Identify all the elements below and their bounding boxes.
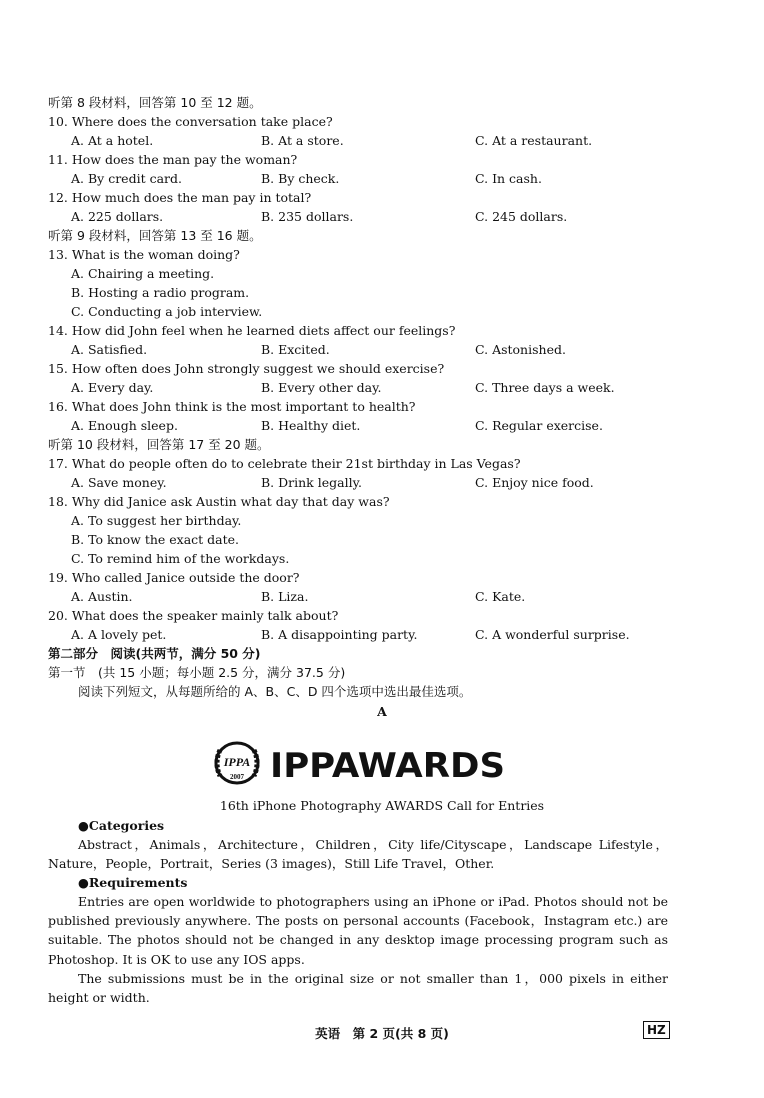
option-11b: B. By check. bbox=[261, 171, 340, 186]
requirements-heading: ●Requirements bbox=[78, 875, 188, 890]
option-14c: C. Astonished. bbox=[475, 342, 566, 357]
option-20a: A. A lovely pet. bbox=[71, 627, 167, 642]
option-12b: B. 235 dollars. bbox=[261, 209, 354, 224]
svg-text:IPPAWARDS: IPPAWARDS bbox=[270, 746, 505, 786]
option-20c: C. A wonderful surprise. bbox=[475, 627, 630, 642]
option-12a: A. 225 dollars. bbox=[71, 209, 164, 224]
option-17c: C. Enjoy nice food. bbox=[475, 475, 594, 490]
option-19b: B. Liza. bbox=[261, 589, 309, 604]
option-11a: A. By credit card. bbox=[71, 171, 182, 186]
question-19: 19. Who called Janice outside the door? bbox=[48, 570, 300, 585]
question-14: 14. How did John feel when he learned diets affect our feelings? bbox=[48, 323, 456, 338]
option-10b: B. At a store. bbox=[261, 133, 344, 148]
question-15: 15. How often does John strongly suggest we should exercise? bbox=[48, 361, 445, 376]
question-11: 11. How does the man pay the woman? bbox=[48, 152, 298, 167]
instructions: 阅读下列短文，从每题所给的 A、B、C、D 四个选项中选出最佳选项。 bbox=[78, 684, 472, 699]
option-12c: C. 245 dollars. bbox=[475, 209, 568, 224]
question-20: 20. What does the speaker mainly talk about? bbox=[48, 608, 339, 623]
question-16: 16. What does John think is the most important to health? bbox=[48, 399, 416, 414]
passage-letter: A bbox=[377, 704, 387, 719]
option-13a: A. Chairing a meeting. bbox=[71, 266, 215, 281]
ippawards-logo bbox=[210, 738, 510, 788]
question-10: 10. Where does the conversation take place? bbox=[48, 114, 333, 129]
option-15c: C. Three days a week. bbox=[475, 380, 615, 395]
option-18c: C. To remind him of the workdays. bbox=[71, 551, 290, 566]
section-heading-10: 听第 10 段材料，回答第 17 至 20 题。 bbox=[48, 437, 270, 452]
option-10c: C. At a restaurant. bbox=[475, 133, 593, 148]
section-one-heading: 第一节 (共 15 小题；每小题 2.5 分，满分 37.5 分) bbox=[48, 665, 346, 680]
question-12: 12. How much does the man pay in total? bbox=[48, 190, 312, 205]
section-heading-9: 听第 9 段材料，回答第 13 至 16 题。 bbox=[48, 228, 262, 243]
option-18a: A. To suggest her birthday. bbox=[71, 513, 242, 528]
page-footer: 英语 第 2 页(共 8 页) bbox=[315, 1026, 449, 1041]
part-two-heading: 第二部分 阅读(共两节，满分 50 分) bbox=[48, 646, 261, 661]
categories-text: Abstract，Animals，Architecture，Children，City life/Cityscape，Landscape Lifestyle，Nature，People，Portrait，Series (3 images)，Still Life Travel，Other. bbox=[48, 837, 668, 872]
option-19c: C. Kate. bbox=[475, 589, 526, 604]
option-13b: B. Hosting a radio program. bbox=[71, 285, 250, 300]
requirements-paragraph-2: The submissions must be in the original size or not smaller than 1，000 pixels in either height or width. bbox=[48, 971, 668, 1006]
option-10a: A. At a hotel. bbox=[71, 133, 154, 148]
option-15a: A. Every day. bbox=[71, 380, 154, 395]
option-20b: B. A disappointing party. bbox=[261, 627, 418, 642]
option-18b: B. To know the exact date. bbox=[71, 532, 240, 547]
option-13c: C. Conducting a job interview. bbox=[71, 304, 263, 319]
option-19a: A. Austin. bbox=[71, 589, 133, 604]
svg-text:IPPA: IPPA bbox=[223, 755, 251, 769]
question-18: 18. Why did Janice ask Austin what day that day was? bbox=[48, 494, 390, 509]
question-13: 13. What is the woman doing? bbox=[48, 247, 240, 262]
option-15b: B. Every other day. bbox=[261, 380, 382, 395]
option-11c: C. In cash. bbox=[475, 171, 542, 186]
option-14b: B. Excited. bbox=[261, 342, 330, 357]
option-16b: B. Healthy diet. bbox=[261, 418, 361, 433]
categories-heading: ●Categories bbox=[78, 818, 165, 833]
option-16a: A. Enough sleep. bbox=[71, 418, 178, 433]
option-17a: A. Save money. bbox=[71, 475, 167, 490]
requirements-paragraph-1: Entries are open worldwide to photographers using an iPhone or iPad. Photos should not be published previously anywhere. The posts on personal accounts (Facebook，Instagram etc.) are suitable. The photos should not be changed in any desktop image processing program such as Photoshop. It is OK to use any IOS apps. bbox=[48, 894, 668, 967]
option-16c: C. Regular exercise. bbox=[475, 418, 603, 433]
section-heading-8: 听第 8 段材料，回答第 10 至 12 题。 bbox=[48, 95, 262, 110]
call-for-entries-title: 16th iPhone Photography AWARDS Call for Entries bbox=[219, 798, 545, 813]
laurel-badge-icon bbox=[216, 743, 258, 783]
option-17b: B. Drink legally. bbox=[261, 475, 362, 490]
exam-code-badge: HZ bbox=[643, 1021, 670, 1039]
svg-text:2007: 2007 bbox=[230, 773, 244, 781]
option-14a: A. Satisfied. bbox=[71, 342, 148, 357]
question-17: 17. What do people often do to celebrate their 21st birthday in Las Vegas? bbox=[48, 456, 521, 471]
